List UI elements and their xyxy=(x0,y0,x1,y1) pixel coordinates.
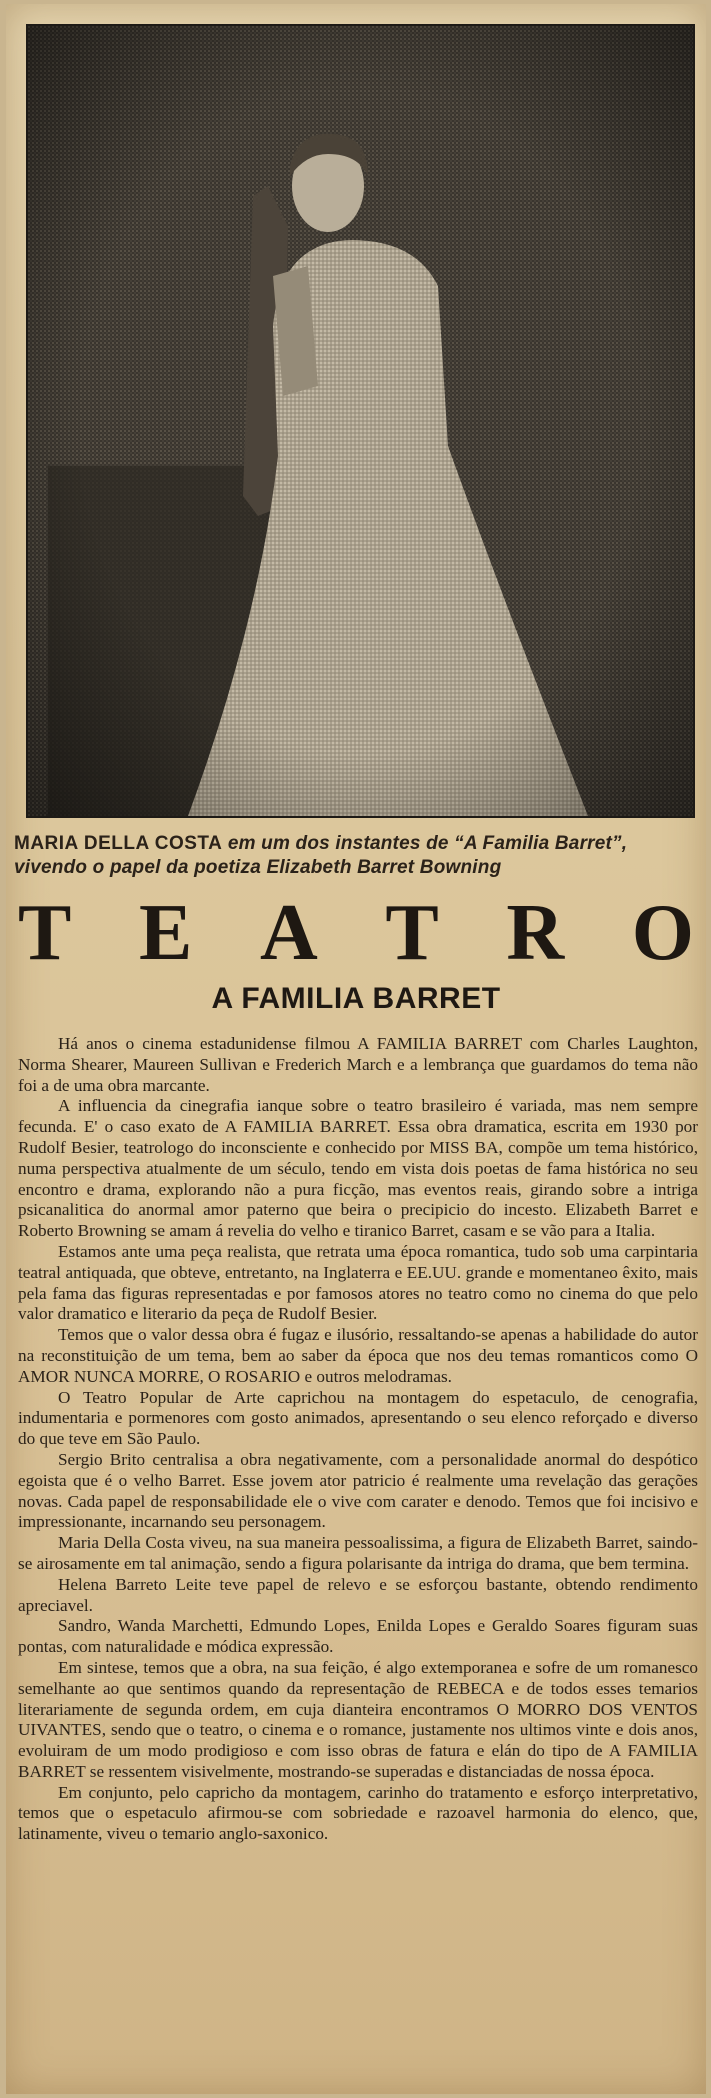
section-title-letter: R xyxy=(506,889,565,977)
section-title xyxy=(6,888,706,978)
actress-photo xyxy=(26,24,695,818)
article-paragraph: A influencia da cinegrafia ianque sobre o teatro brasileiro é variada, mas nem sempre fecunda. E' o caso exato de A FAMILIA BARRET. Essa obra dramatica, escrita em 1930 por Rudolf Besier, teatrologo do inconsciente e conhecido por MISS BA, compõe um tema histórico, numa perspectiva atualmente de um século, tendo em vista dois poetas de fama histórica no seu encontro e drama, explorando não a pura ficção, mas eventos reais, girando sobre a intriga psicanalitica do anormal amor paterno que beira o precipicio do incesto. Elizabeth Barret e Roberto Browning se amam á revelia do velho e tiranico Barret, casam e se vão para a Italia. xyxy=(18,1096,698,1241)
caption-name: MARIA DELLA COSTA xyxy=(14,833,223,854)
article-paragraph: Maria Della Costa viveu, na sua maneira pessoalissima, a figura de Elizabeth Barret, saindo-se airosamente em tal animação, sendo a figura polarisante da intriga do drama, que bem termina. xyxy=(18,1533,698,1573)
article-paragraph: Sandro, Wanda Marchetti, Edmundo Lopes, Enilda Lopes e Geraldo Soares figuram suas pontas, com naturalidade e módica expressão. xyxy=(18,1616,698,1657)
section-title-letter: T xyxy=(18,889,72,977)
section-title-letter: E xyxy=(138,889,193,977)
section-title-letter: O xyxy=(631,889,694,977)
article-paragraph: Em conjunto, pelo capricho da montagem, carinho do tratamento e esforço interpretativo, temos que o espetaculo afirmou-se com sobriedade e razoavel harmonia do elenco, que, latinamente, viveu o temario anglo-saxonico. xyxy=(18,1782,698,1844)
article-paragraph: Sergio Brito centralisa a obra negativamente, com a personalidade anormal do despótico egoista que é o velho Barret. Esse jovem ator patricio é realmente uma revelação das gerações novas. Cada papel de responsabilidade ele o vive com carater e denodo. Temos que foi incisivo e impressionante, incarnando seu personagem. xyxy=(18,1449,698,1532)
photo-illustration xyxy=(28,26,693,816)
section-title-letter: T xyxy=(385,889,439,977)
article-headline: A FAMILIA BARRET xyxy=(211,982,501,1015)
article-paragraph: O Teatro Popular de Arte caprichou na montagem do espetaculo, de cenografia, indumentaria e pormenores com gosto animados, apresentando o seu elenco reforçado e diverso do que teve em São Paulo. xyxy=(18,1387,698,1449)
photo-caption xyxy=(14,832,704,880)
newspaper-clipping xyxy=(6,4,706,2094)
article-paragraph: Há anos o cinema estadunidense filmou A FAMILIA BARRET com Charles Laughton, Norma Shearer, Maureen Sullivan e Frederich March e a lembrança que guardamos do tema não foi a de uma obra marcante. xyxy=(18,1034,698,1095)
section-title-letter: A xyxy=(259,889,318,977)
article-body xyxy=(18,1034,698,1845)
article-paragraph: Helena Barreto Leite teve papel de relevo e se esforçou bastante, obtendo rendimento apreciavel. xyxy=(18,1574,698,1615)
article-paragraph: Em sintese, temos que a obra, na sua feição, é algo extemporanea e sofre de um romanesco semelhante ao que sentimos quando da representação de REBECA e de todos esses temarios literariamente de segunda ordem, em cuja dianteira encontramos O MORRO DOS VENTOS UIVANTES, sendo que o teatro, o cinema e o romance, justamente nos ultimos vinte e dois anos, evoluiram de um modo prodigioso e com isso obras de fatura e elán do tipo de A FAMILIA BARRET se ressentem visivelmente, mostrando-se superadas e distanciadas de nossa época. xyxy=(18,1657,698,1781)
article-paragraph: Estamos ante uma peça realista, que retrata uma época romantica, tudo sob uma carpintaria teatral antiquada, que obteve, entretanto, na Inglaterra e EE.UU. grande e momentaneo êxito, mais pela fama das figuras representadas e por famosos atores no teatro como no cinema do que pelo valor dramatico e literario da peça de Rudolf Besier. xyxy=(18,1241,698,1324)
article-paragraph: Temos que o valor dessa obra é fugaz e ilusório, ressaltando-se apenas a habilidade do autor na reconstituição de um tema, bem ao saber da época que nos deu temas romanticos como O AMOR NUNCA MORRE, O ROSARIO e outros melodramas. xyxy=(18,1325,698,1386)
caption-text: em um dos instantes de “A Familia Barret”, vivendo o papel da poetiza Elizabeth Barret Bowning xyxy=(14,833,628,878)
